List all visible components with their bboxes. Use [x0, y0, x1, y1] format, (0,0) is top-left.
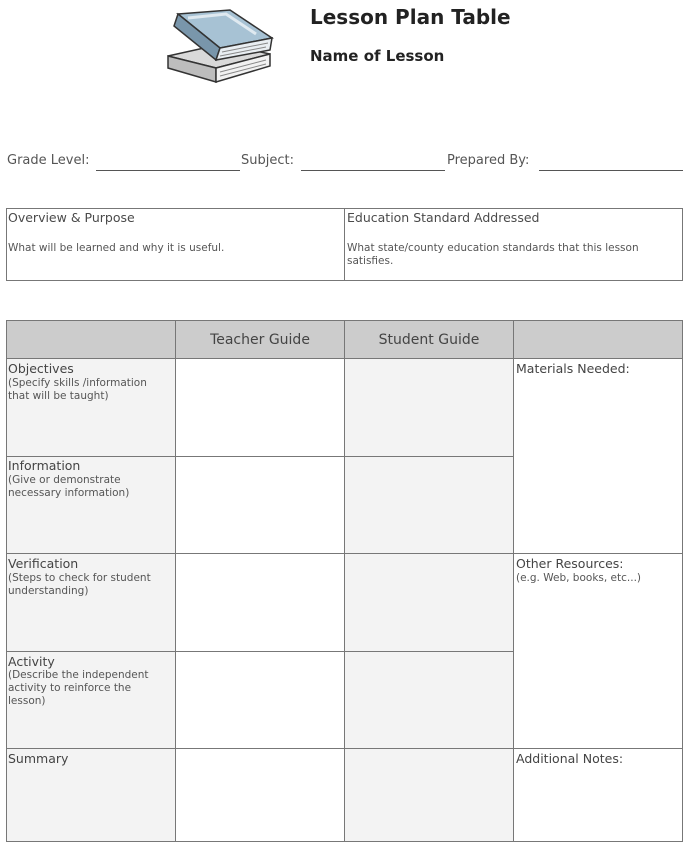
- student-cell-summary[interactable]: [346, 749, 512, 840]
- row-title-objectives: Objectives: [8, 361, 74, 376]
- grade-level-field[interactable]: [96, 170, 240, 171]
- grid-vline-3: [513, 359, 514, 841]
- additional-notes-area[interactable]: [515, 768, 681, 840]
- additional-notes-label: Additional Notes:: [516, 751, 624, 766]
- standard-description: What state/county education standards that this lesson satisfies.: [347, 242, 639, 267]
- student-cell-objectives[interactable]: [346, 360, 512, 455]
- row-desc-verification: (Steps to check for student understanding): [8, 572, 151, 597]
- student-cell-verification[interactable]: [346, 555, 512, 650]
- overview-description: What will be learned and why it is useful.: [8, 242, 225, 254]
- books-icon: [160, 8, 276, 90]
- grid-hline-row2: [7, 553, 683, 554]
- prepared-by-field[interactable]: [539, 170, 683, 171]
- lesson-name: Name of Lesson: [310, 47, 445, 65]
- prepared-by-label: Prepared By:: [447, 153, 530, 168]
- row-label-column: [7, 359, 176, 841]
- header-side-cell: [514, 321, 682, 359]
- column-header-student-guide: Student Guide: [345, 321, 514, 359]
- grid-hline-row4: [7, 748, 683, 749]
- overview-divider: [344, 208, 345, 281]
- page-title: Lesson Plan Table: [310, 5, 511, 29]
- grid-vline-2: [344, 359, 345, 841]
- row-title-verification: Verification: [8, 556, 79, 571]
- header-corner-cell: [7, 321, 176, 359]
- other-resources-label: Other Resources:: [516, 556, 624, 571]
- subject-label: Subject:: [241, 153, 294, 168]
- row-title-activity: Activity: [8, 654, 55, 669]
- materials-needed-area[interactable]: [515, 378, 681, 552]
- row-title-information: Information: [8, 458, 81, 473]
- other-resources-hint: (e.g. Web, books, etc...): [516, 572, 642, 584]
- row-desc-objectives: (Specify skills /information that will be taught): [8, 377, 147, 402]
- row-desc-activity: (Describe the independent activity to reinforce the lesson): [8, 669, 149, 707]
- grid-vline-1: [175, 359, 176, 841]
- other-resources-area[interactable]: [515, 588, 681, 746]
- teacher-cell-information[interactable]: [177, 457, 343, 552]
- teacher-cell-summary[interactable]: [177, 749, 343, 840]
- column-header-teacher-guide: Teacher Guide: [176, 321, 345, 359]
- materials-needed-label: Materials Needed:: [516, 361, 630, 376]
- teacher-cell-verification[interactable]: [177, 555, 343, 650]
- student-cell-activity[interactable]: [346, 652, 512, 747]
- row-title-summary: Summary: [8, 751, 69, 766]
- student-cell-information[interactable]: [346, 457, 512, 552]
- teacher-cell-objectives[interactable]: [177, 360, 343, 455]
- overview-heading: Overview & Purpose: [8, 210, 135, 225]
- grade-level-label: Grade Level:: [7, 153, 90, 168]
- row-desc-information: (Give or demonstrate necessary information): [8, 474, 130, 499]
- standard-heading: Education Standard Addressed: [347, 210, 540, 225]
- subject-field[interactable]: [301, 170, 445, 171]
- teacher-cell-activity[interactable]: [177, 652, 343, 747]
